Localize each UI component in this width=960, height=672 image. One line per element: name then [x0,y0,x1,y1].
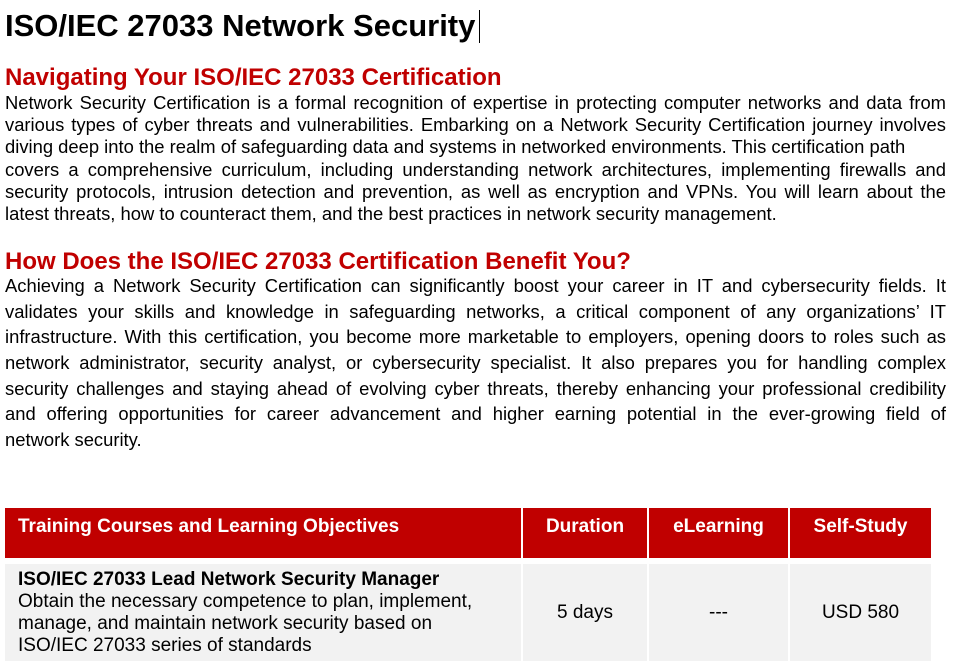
column-header-elearning: eLearning [649,508,788,558]
paragraph-line: latest threats, how to counteract them, and the best practices in network security management. [5,202,777,224]
course-cell [5,564,521,661]
column-header-duration: Duration [523,508,647,558]
table-header-row [5,508,931,558]
paragraph-line: validates your skills and knowledge in safeguarding networks, a critical component of any organizations’ IT [5,300,946,322]
section-heading-navigating: Navigating Your ISO/IEC 27033 Certification [5,64,502,91]
table-row [5,564,931,661]
benefits-paragraph [5,273,946,453]
paragraph-line: network security. [5,429,142,451]
paragraph-line: infrastructure. With this certification, you become more marketable to employers, opening doors to roles such as [5,326,946,348]
paragraph-line: security challenges and staying ahead of evolving cyber threats, thereby enhancing your professional credibility [5,377,946,399]
paragraph-line: covers a comprehensive curriculum, including understanding network architectures, implementing firewalls and [5,158,946,180]
paragraph-line: Achieving a Network Security Certification can significantly boost your career in IT and cybersecurity fields. It [5,275,946,296]
text-cursor [479,10,480,43]
column-header-courses: Training Courses and Learning Objectives [5,508,521,558]
paragraph-line: diving deep into the realm of safeguarding data and systems in networked environments. This certification path [5,136,906,158]
self-study-cell: USD 580 [790,564,931,661]
course-description-line: ISO/IEC 27033 series of standards [18,635,312,656]
intro-paragraph [5,92,946,225]
paragraph-line: Network Security Certification is a formal recognition of expertise in protecting computer networks and data from [5,92,946,113]
paragraph-line: and offering opportunities for career advancement and higher earning potential in the ever-growing field of [5,403,946,425]
section-heading-benefits: How Does the ISO/IEC 27033 Certification Benefit You? [5,248,631,275]
paragraph-line: network administrator, security analyst, or cybersecurity specialist. It also prepares you for handling complex [5,352,946,374]
document-title [5,8,480,44]
courses-table [5,508,931,661]
course-description-line: Obtain the necessary competence to plan, implement, [18,591,473,612]
paragraph-line: security protocols, intrusion detection and prevention, as well as encryption and VPNs. You will learn about the [5,180,946,202]
paragraph-line: various types of cyber threats and vulnerabilities. Embarking on a Network Security Certification journey involves [5,114,946,136]
elearning-cell: --- [649,564,788,661]
column-header-self-study: Self-Study [790,508,931,558]
duration-cell: 5 days [523,564,647,661]
course-title: ISO/IEC 27033 Lead Network Security Manager [18,569,440,590]
document-title-text: ISO/IEC 27033 Network Security [5,8,476,43]
course-description-line: manage, and maintain network security based on [18,613,433,634]
